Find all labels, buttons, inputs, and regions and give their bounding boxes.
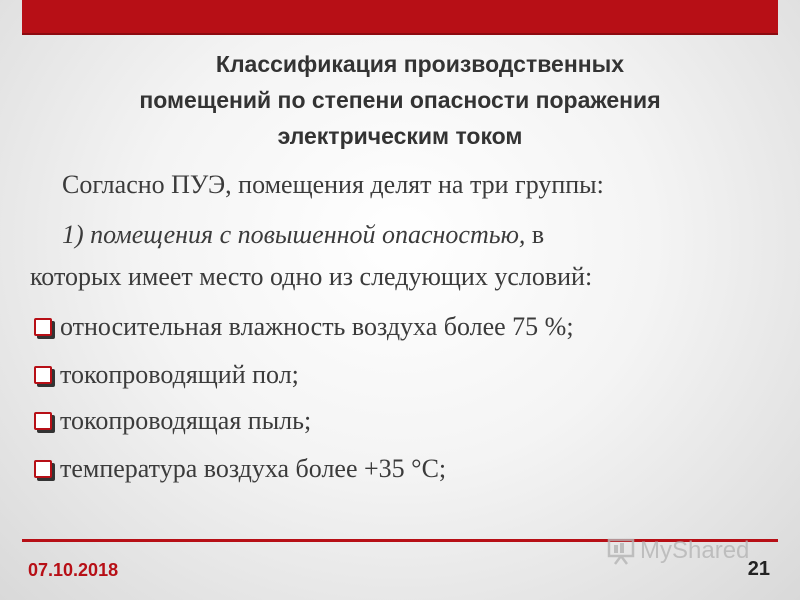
slide-number: 21 [747,558,770,580]
slide-date: 07.10.2018 [28,560,119,580]
condition-text: токопроводящая пыль; [60,406,312,435]
watermark [606,536,749,566]
condition-item [34,360,299,390]
presentation-board-icon [606,536,636,566]
title-line-3: электрическим током [277,123,523,149]
condition-item [34,406,311,436]
watermark-text: MyShared [640,537,750,564]
intro-text: Согласно ПУЭ, помещения делят на три группы: [62,170,604,199]
slide-title [40,46,760,154]
condition-text: токопроводящий пол; [60,360,299,389]
group-1-rest: в [525,220,545,249]
condition-text: температура воздуха более +35 °С; [60,454,447,483]
checkbox-bullet-icon [34,412,52,430]
checkbox-bullet-icon [34,366,52,384]
checkbox-bullet-icon [34,318,52,336]
condition-item [34,312,574,342]
title-line-2: помещений по степени опасности поражения [139,87,661,113]
checkbox-bullet-icon [34,460,52,478]
group-1-line [62,220,544,250]
condition-item [34,454,446,484]
top-accent-bar [22,0,778,33]
condition-text: относительная влажность воздуха более 75 %; [60,312,574,341]
group-1-label: 1) помещения с повышенной опасностью, [62,220,526,249]
group-1-continuation: которых имеет место одно из следующих условий: [30,262,593,291]
title-line-1: Классификация производственных [215,51,625,77]
